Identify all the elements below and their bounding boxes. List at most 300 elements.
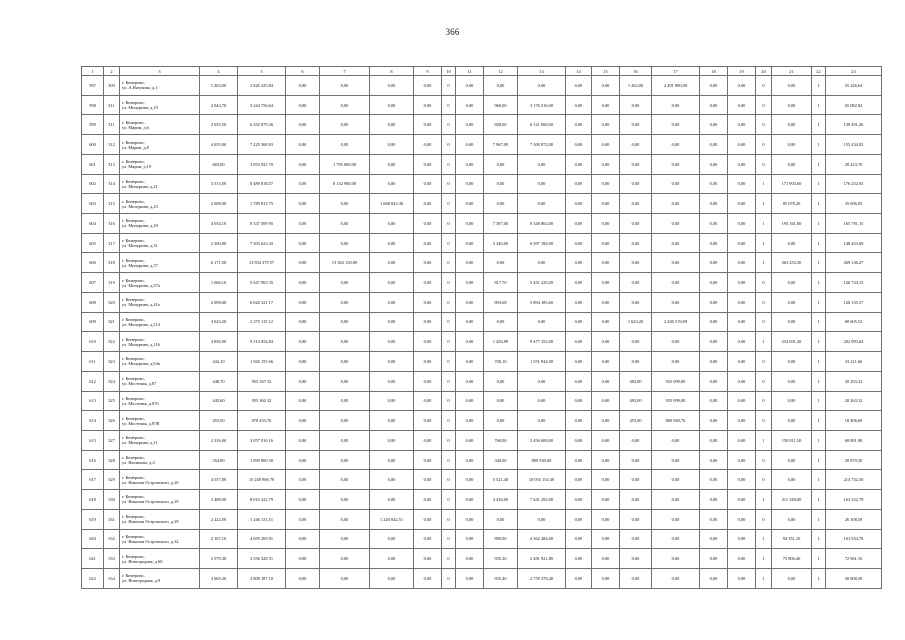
address-street: ул. Мичурина, д.29 [122,223,158,229]
table-cell: 0,00 [518,154,566,174]
table-cell: 614 [82,411,104,431]
table-cell: 445,60 [200,391,238,411]
table-cell: 130 491,26 [826,115,882,135]
table-row [82,95,882,115]
table-row [82,154,882,174]
column-header: 5 [238,67,286,76]
table-cell: 0,00 [652,430,700,450]
table-cell: 0,00 [652,214,700,234]
table-cell: 0,00 [456,509,484,529]
address-street: ул. Марии, д.8 [122,144,149,150]
table-cell: 0,00 [414,253,442,273]
table-cell: 0,00 [518,194,566,214]
table-cell: 935,30 [484,549,518,569]
column-header: 3 [120,67,200,76]
address-city: г. Кемерово, [122,159,145,165]
table-cell: 0 [756,312,772,332]
table-cell: 0,00 [370,450,414,470]
table-cell: 0,00 [592,450,620,470]
table-cell: 0,00 [652,174,700,194]
table-cell: 0,00 [456,95,484,115]
column-header: 18 [700,67,728,76]
table-cell: 0,00 [320,115,370,135]
table-cell: 0,00 [370,332,414,352]
table-cell: 13 934 379 57 [238,253,286,273]
table-cell: 0 [442,253,456,273]
table-cell: 483,00 [620,391,652,411]
address-cell [120,135,200,155]
table-cell: 26 108,59 [826,509,882,529]
column-header: 17 [652,67,700,76]
table-cell: 7 309 872,00 [518,135,566,155]
table-cell: 1 [812,194,826,214]
table-cell: 0,00 [286,174,320,194]
table-cell: 2 222,50 [200,509,238,529]
table-cell: 0 [756,391,772,411]
table-cell: 7 225 568 83 [238,135,286,155]
table-cell: 28 423,70 [826,154,882,174]
table-cell: 319 [104,273,120,293]
table-cell: 0,00 [414,371,442,391]
table-cell: 5 647 963 35 [238,273,286,293]
table-cell: 0,00 [370,95,414,115]
table-cell: 314 [104,174,120,194]
address-cell [120,253,200,273]
table-cell: 0,00 [700,529,728,549]
address-street: ул. Нахимова, д.4 [122,460,155,466]
table-cell: 0 [442,135,456,155]
table-cell: 354,80 [200,450,238,470]
table-cell: 0,00 [286,135,320,155]
table-cell: 0,00 [652,470,700,490]
table-cell: 0,00 [620,194,652,214]
table-cell: 0 [756,450,772,470]
table-cell: 0,00 [592,312,620,332]
table-cell: 0,00 [592,371,620,391]
table-cell: 0,00 [414,549,442,569]
column-header: 1 [82,67,104,76]
table-cell: 1 [756,253,772,273]
table-cell: 0,00 [700,273,728,293]
table-cell: 331 [104,509,120,529]
table-cell: 0,00 [320,371,370,391]
table-cell: 5 521,40 [484,470,518,490]
table-cell: 0,00 [414,411,442,431]
table-row [82,371,882,391]
table-cell: 3 176 516,00 [518,95,566,115]
table-cell: 0,00 [370,430,414,450]
table-cell: 0,00 [414,95,442,115]
address-city: г. Кемерово, [122,297,145,303]
table-cell: 68 891,98 [826,430,882,450]
table-cell: 1 [756,332,772,352]
table-cell: 3 436,00 [484,490,518,510]
table-cell: 0 [442,430,456,450]
table-cell: 327 [104,430,120,450]
address-street: ул. Мичурина, д.116 [122,341,160,347]
table-row [82,292,882,312]
table-cell: 0,00 [370,312,414,332]
table-cell: 0 [442,174,456,194]
table-cell: 0 [442,76,456,96]
table-cell: 0,00 [286,194,320,214]
table-cell: 0,00 [414,509,442,529]
table-cell: 0,00 [456,470,484,490]
address-cell [120,115,200,135]
table-cell: 0,00 [566,95,592,115]
table-cell: 0,00 [456,332,484,352]
table-cell: 0,00 [652,509,700,529]
table-cell: 211 348,00 [772,490,812,510]
table-cell: 0,00 [414,273,442,293]
table-cell: 0 [442,233,456,253]
column-header: 9 [414,67,442,76]
table-cell: 0,00 [370,76,414,96]
table-row [82,490,882,510]
table-row [82,430,882,450]
table-cell: 0,00 [456,194,484,214]
table-cell: 312 [104,135,120,155]
table-cell: 0,00 [728,470,756,490]
table-cell: 0,00 [414,233,442,253]
table-cell: 2 098,00 [200,292,238,312]
table-cell: 955 362 32 [238,391,286,411]
table-cell: 0 [756,411,772,431]
table-cell: 0,00 [566,411,592,431]
table-cell: 0,00 [286,352,320,372]
table-cell: 0,00 [728,332,756,352]
table-cell: 0 [756,470,772,490]
column-header: 20 [756,67,772,76]
table-row [82,76,882,96]
table-cell: 7 387,00 [484,214,518,234]
table-cell: 1 565 155 66 [238,352,286,372]
address-cell [120,549,200,569]
table-cell: 0,00 [700,95,728,115]
table-cell: 0,00 [320,391,370,411]
table-cell: 0,00 [728,214,756,234]
address-cell [120,450,200,470]
table-cell: 0,00 [414,292,442,312]
table-cell: 0,00 [700,470,728,490]
table-cell: 0 [442,312,456,332]
table-cell: 10 249 906 70 [238,470,286,490]
table-cell: 0,00 [456,430,484,450]
table-cell: 890,00 [484,529,518,549]
table-cell: 4 659 269 81 [238,529,286,549]
table-cell: 0 [756,95,772,115]
table-cell: 1 263,00 [620,76,652,96]
table-row [82,470,882,490]
table-cell: 0,00 [414,450,442,470]
table-cell: 0,00 [592,549,620,569]
table-cell: 0,00 [456,115,484,135]
table-cell: 0,00 [566,154,592,174]
table-cell: 3 057 916 16 [238,430,286,450]
table-cell: 860 060,76 [652,411,700,431]
table-cell: 0,00 [728,549,756,569]
table-cell: 893,68 [484,292,518,312]
address-cell [120,391,200,411]
table-cell: 0,00 [370,253,414,273]
table-cell: 311 [104,95,120,115]
table-cell: 171 903,60 [772,174,812,194]
address-city: г. Кемерово, [122,533,145,539]
address-cell [120,174,200,194]
table-cell: 0,00 [592,411,620,431]
table-cell: 0,00 [370,411,414,431]
table-cell: 0,00 [414,391,442,411]
table-cell: 1 [812,490,826,510]
table-cell: 1 [812,549,826,569]
column-header: 13 [518,67,566,76]
table-cell: 0,00 [370,233,414,253]
table-cell: 0,00 [286,95,320,115]
table-cell: 1 551 944 00 [518,352,566,372]
table-cell: 0,00 [700,549,728,569]
table-cell: 0,00 [518,76,566,96]
table-cell: 1 220 042,51 [370,509,414,529]
table-cell: 0,00 [620,450,652,470]
table-cell: 0,00 [414,529,442,549]
table-cell: 0,00 [320,411,370,431]
table-cell: 0,00 [320,529,370,549]
table-cell: 602 [82,174,104,194]
table-cell: 0,00 [286,490,320,510]
table-cell: 316 [104,214,120,234]
table-cell: 1 [812,509,826,529]
table-cell: 94 351,10 [772,529,812,549]
table-cell: 604 [82,214,104,234]
table-cell: 0,00 [700,332,728,352]
table-cell: 621 [82,549,104,569]
table-cell: 0,00 [620,154,652,174]
table-cell: 0,00 [566,529,592,549]
table-cell: 601 [82,154,104,174]
table-cell: 0,00 [728,292,756,312]
table-cell: 0,00 [286,411,320,431]
table-cell: 4 655,00 [200,135,238,155]
table-cell: 0,00 [620,95,652,115]
address-city: г. Кемерово, [122,395,145,401]
table-cell: 0,00 [566,568,592,588]
table-cell: 0,00 [456,352,484,372]
address-city: г. Кемерово, [122,316,145,322]
column-header: 19 [728,67,756,76]
table-cell: 0,00 [620,430,652,450]
table-cell: 960,00 [484,95,518,115]
table-cell: 0,00 [456,174,484,194]
table-cell: 0,00 [728,174,756,194]
table-cell: 363 253,50 [772,253,812,273]
table-cell: 126 734,15 [826,273,882,293]
column-header: 8 [370,67,414,76]
table-cell: 0,00 [620,174,652,194]
address-cell [120,529,200,549]
table-row [82,352,882,372]
table-cell: 1 [812,154,826,174]
address-street: ул. Мичурина, д.31 [122,243,158,249]
table-cell: 0,00 [456,549,484,569]
table-row [82,529,882,549]
table-cell: 0,00 [320,76,370,96]
table-cell: 1 [812,273,826,293]
table-cell: 334 [104,568,120,588]
address-street: ул. Мостовая, д.87 [122,381,157,387]
table-cell: 1 [756,174,772,194]
table-row [82,214,882,234]
table-cell: 1 263,00 [200,76,238,96]
column-header: 6 [286,67,320,76]
table-cell: 3 669,20 [200,568,238,588]
column-header: 10 [442,67,456,76]
table-cell: 0,00 [566,430,592,450]
table-cell: 0 [442,470,456,490]
table-cell: 605 [82,233,104,253]
table-cell: 683,00 [200,154,238,174]
table-cell: 1 795 690,00 [320,154,370,174]
table-cell: 8 489 818,57 [238,174,286,194]
table-cell: 0,00 [728,135,756,155]
table-cell: 0,00 [320,549,370,569]
table-cell: 0,00 [370,214,414,234]
table-cell: 0,00 [456,273,484,293]
address-cell [120,352,200,372]
table-cell: 606 [82,253,104,273]
address-city: г. Кемерово, [122,415,145,421]
table-cell: 4 557,00 [200,470,238,490]
table-cell: 0,00 [456,253,484,273]
address-city: г. Кемерово, [122,474,145,480]
table-cell: 0,00 [592,115,620,135]
table-cell: 0,00 [320,273,370,293]
table-cell: 0,00 [370,115,414,135]
table-cell: 0,00 [728,391,756,411]
table-cell: 1 [812,95,826,115]
table-cell: 0,00 [700,430,728,450]
address-street: ул. Новгородная, д.9 [122,578,161,584]
table-cell: 0,00 [700,115,728,135]
table-cell: 1 [812,115,826,135]
table-cell: 2 167,10 [200,529,238,549]
table-cell: 0,00 [652,352,700,372]
table-cell: 0,00 [286,76,320,96]
table-cell: 455,00 [620,411,652,431]
address-cell [120,76,200,96]
address-street: ул. Николая Островского, д.32 [122,538,179,544]
table-cell: 0,00 [700,352,728,372]
table-cell: 0,00 [518,391,566,411]
table-cell: 0,00 [728,115,756,135]
table-cell: 0,00 [566,273,592,293]
table-cell: 0,00 [286,391,320,411]
table-cell: 0,00 [772,352,812,372]
table-cell: 0,00 [728,411,756,431]
address-street: ул. Мичурина, д.21 [122,183,158,189]
table-cell: 0,00 [700,568,728,588]
table-cell: 2 300,00 [200,233,238,253]
address-street: ул. Николая Островского, д.26 [122,479,179,485]
table-cell: 0,00 [484,371,518,391]
table-cell: 0,00 [772,470,812,490]
table-cell: 340,00 [484,450,518,470]
table-cell: 6 121 068,60 [518,115,566,135]
table-cell: 0,00 [728,273,756,293]
table-cell: 330 [104,490,120,510]
table-cell: 0 [442,371,456,391]
table-cell: 1 [756,430,772,450]
table-cell: 2 206 519,69 [652,312,700,332]
table-cell: 0,00 [592,253,620,273]
table-cell: 0,00 [518,371,566,391]
address-city: г. Кемерово, [122,277,145,283]
table-cell: 2 759 378,40 [518,568,566,588]
table-cell: 320 [104,292,120,312]
table-cell: 0,00 [620,549,652,569]
table-cell: 0,00 [320,450,370,470]
address-city: г. Кемерово, [122,80,145,86]
table-cell: 0,00 [592,490,620,510]
table-cell: 33 211,66 [826,352,882,372]
address-cell [120,490,200,510]
table-cell: 165 781,15 [826,214,882,234]
address-cell [120,312,200,332]
table-cell: 0,00 [592,470,620,490]
address-city: г. Кемерово, [122,198,145,204]
table-cell: 328 [104,450,120,470]
table-cell: 4 054,10 [200,214,238,234]
table-cell: 0,00 [566,332,592,352]
table-cell: 0,00 [566,76,592,96]
table-cell: 3 244 756,64 [238,95,286,115]
table-cell: 1 [756,490,772,510]
table-cell: 612 [82,371,104,391]
table-cell: 455,00 [200,411,238,431]
table-cell: 0,00 [728,253,756,273]
table-cell: 0,00 [700,233,728,253]
table-cell: 0 [442,332,456,352]
address-cell [120,273,200,293]
table-cell: 0,00 [772,273,812,293]
table-cell: 0,00 [370,549,414,569]
address-cell [120,411,200,431]
table-cell: 448,70 [200,371,238,391]
table-cell: 2 275 115 12 [238,312,286,332]
table-cell: 1 623,20 [620,312,652,332]
address-city: г. Кемерово, [122,257,145,263]
table-cell: 0,00 [772,154,812,174]
table-cell: 0,00 [484,391,518,411]
table-cell: 317 [104,233,120,253]
table-cell: 58 808,39 [826,568,882,588]
table-cell: 0,00 [566,450,592,470]
table-cell: 9 477 152,00 [518,332,566,352]
table-cell: 309 [104,76,120,96]
table-cell: 0 [442,490,456,510]
table-cell: 0,00 [728,312,756,332]
table-cell: 0,00 [700,253,728,273]
table-cell: 0,00 [518,312,566,332]
table-cell: 0,00 [620,509,652,529]
table-cell: 0,00 [620,332,652,352]
table-cell: 0,00 [728,194,756,214]
table-cell: 0,00 [414,430,442,450]
table-cell: 0,00 [652,135,700,155]
table-cell: 0,00 [320,135,370,155]
table-cell: 0 [442,391,456,411]
table-cell: 0,00 [320,490,370,510]
address-city: г. Кемерово, [122,455,145,461]
